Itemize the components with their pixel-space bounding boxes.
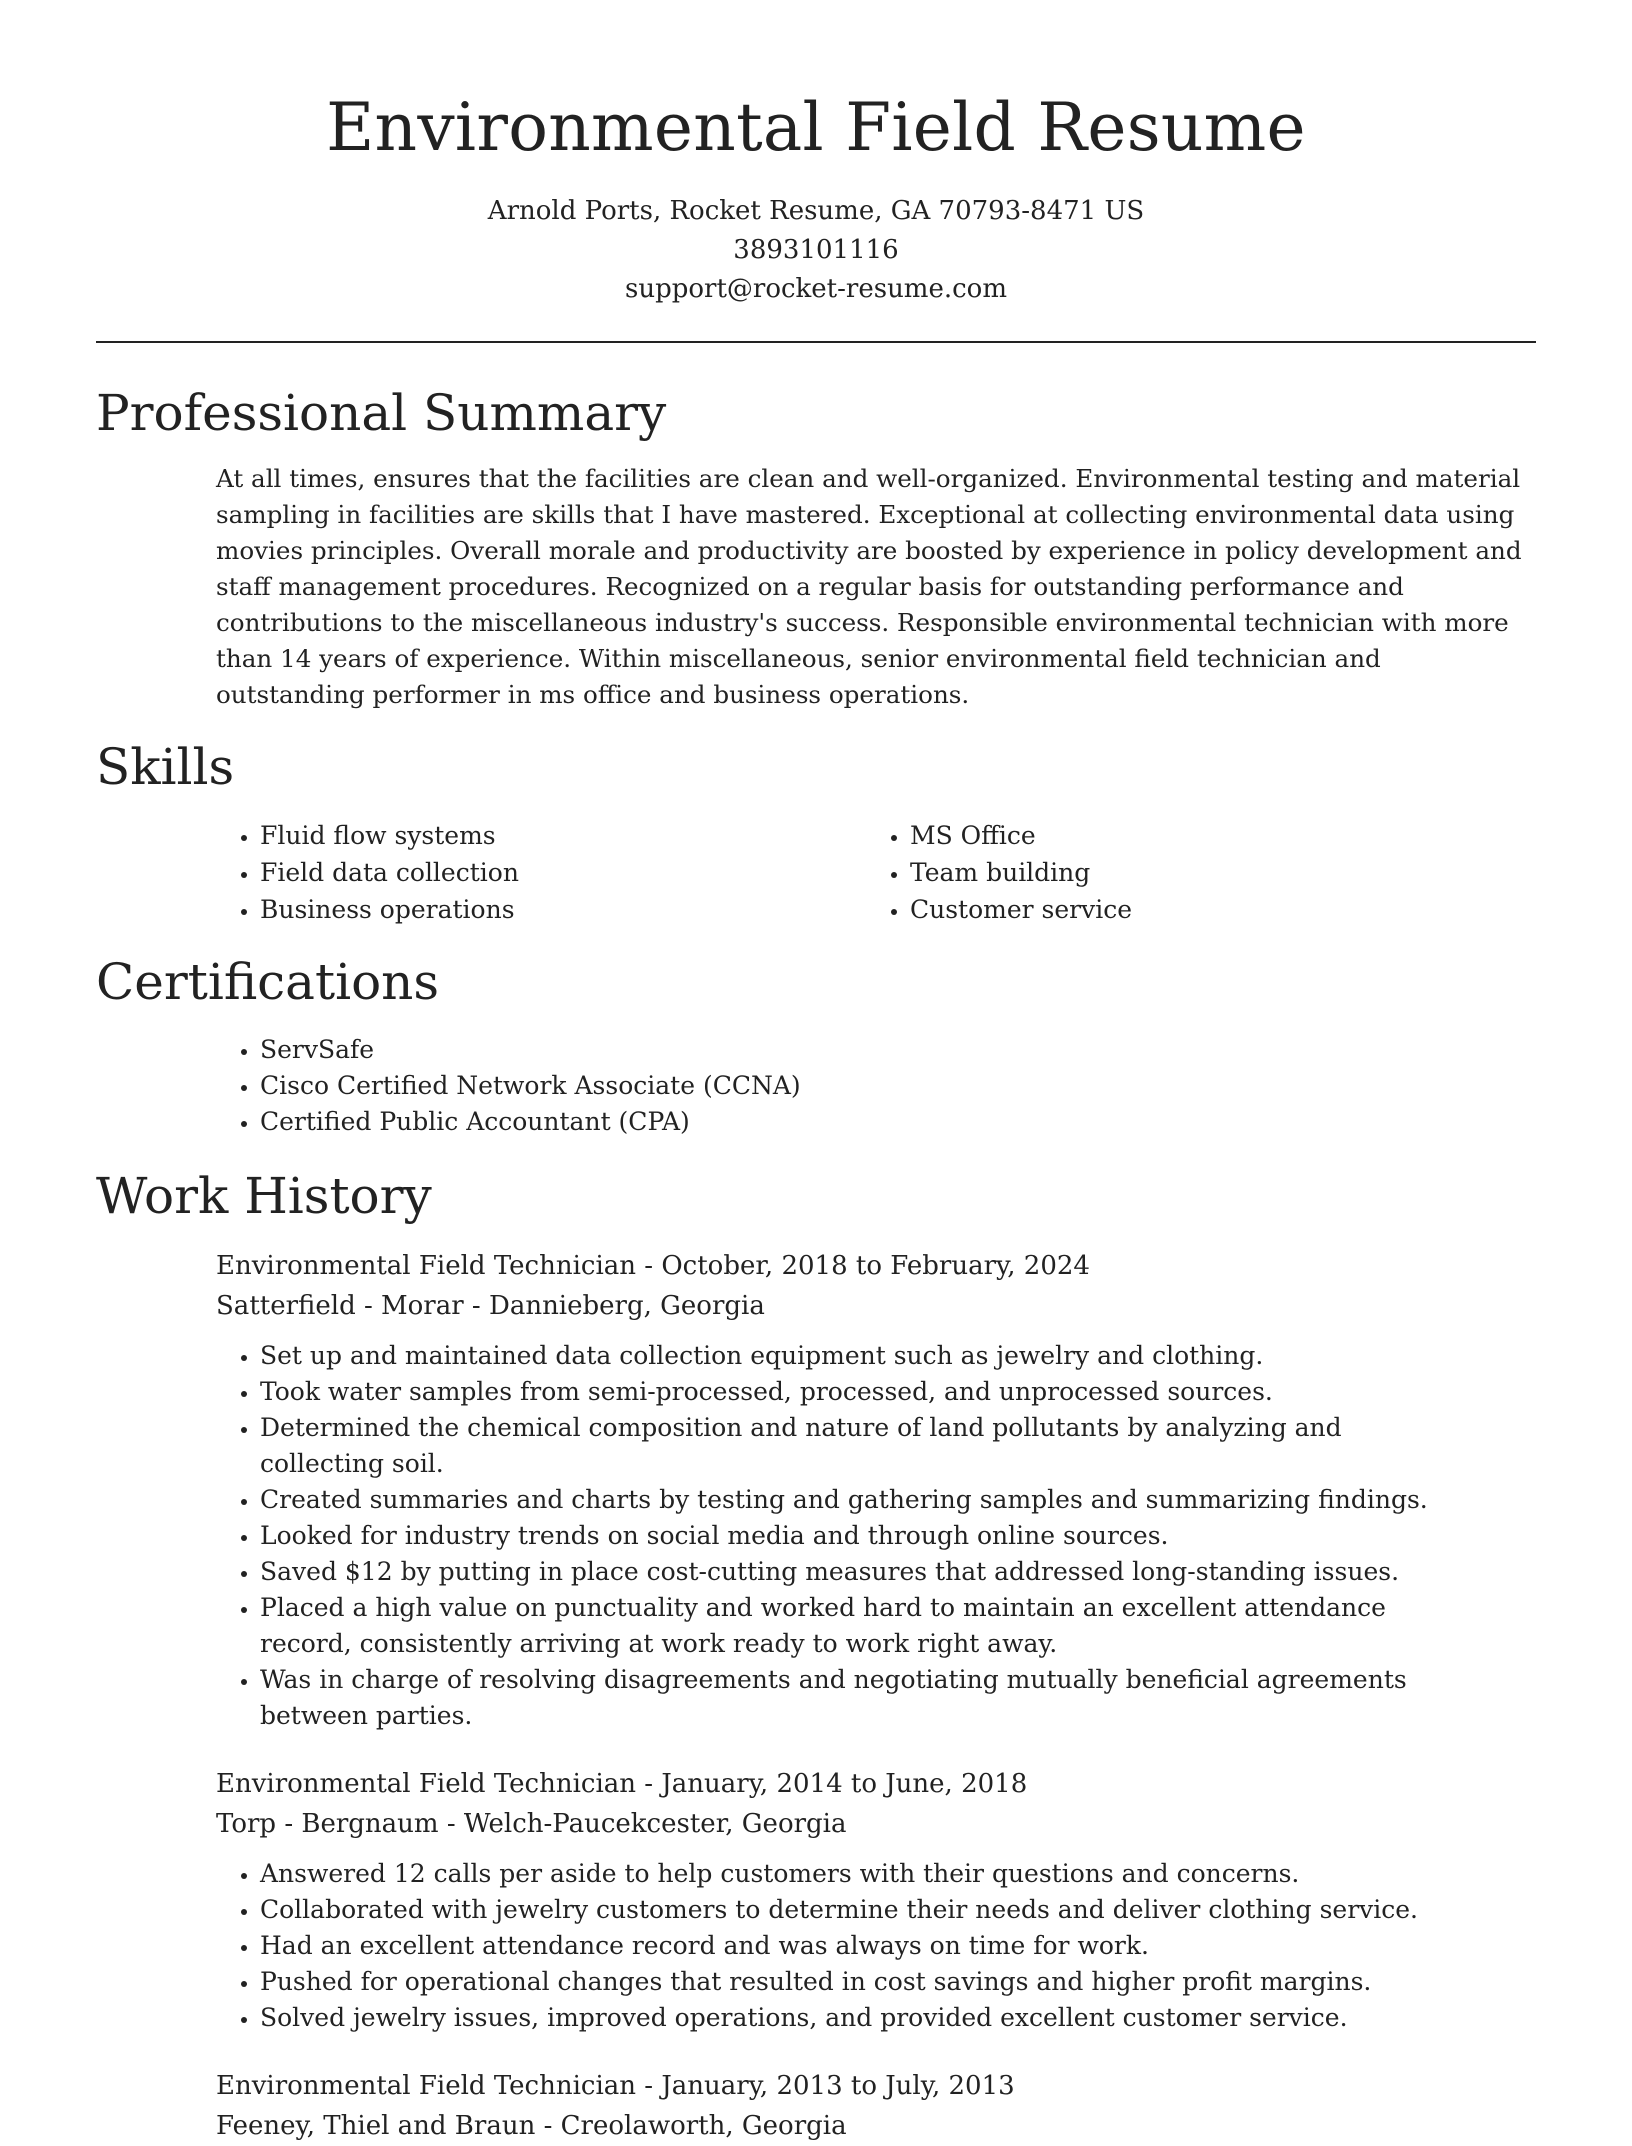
job-bullets <box>216 1856 1460 2036</box>
certification-item: • Cisco Certified Network Associate (CCNA) <box>260 1068 1536 1104</box>
job-bullet: • Pushed for operational changes that resulted in cost savings and higher profit margins. <box>260 1964 1460 2000</box>
job-company-line: Satterfield - Morar - Dannieberg, Georgia <box>216 1291 765 1321</box>
job-entry <box>216 1764 1536 2036</box>
job-bullet: • Was in charge of resolving disagreements and negotiating mutually beneficial agreements between parties. <box>260 1662 1460 1734</box>
job-bullet: • Looked for industry trends on social media and through online sources. <box>260 1518 1460 1554</box>
skills-heading: Skills <box>96 738 235 796</box>
job-title-line: Environmental Field Technician - January, 2014 to June, 2018 <box>216 1769 1028 1799</box>
skills-list-left <box>216 817 866 928</box>
header-divider <box>96 341 1536 343</box>
skills-list-right <box>866 817 1516 928</box>
contact-email: support@rocket-resume.com <box>624 274 1007 304</box>
job-company-line: Torp - Bergnaum - Welch-Paucekcester, Georgia <box>216 1809 847 1839</box>
job-bullet: • Had an excellent attendance record and was always on time for work. <box>260 1928 1460 1964</box>
skill-item: • MS Office <box>910 817 1516 854</box>
contact-phone: 3893101116 <box>733 235 899 265</box>
contact-block <box>96 192 1536 309</box>
resume-title: Environmental Field Resume <box>326 89 1306 166</box>
job-company-line: Feeney, Thiel and Braun - Creolaworth, Georgia <box>216 2111 847 2141</box>
contact-address: Arnold Ports, Rocket Resume, GA 70793-8471 US <box>487 196 1145 226</box>
job-bullet: • Collaborated with jewelry customers to determine their needs and deliver clothing service. <box>260 1892 1460 1928</box>
job-bullet: • Placed a high value on punctuality and worked hard to maintain an excellent attendance record, consistently arriving at work ready to work right away. <box>260 1590 1460 1662</box>
skill-item: • Team building <box>910 854 1516 891</box>
resume-header <box>96 0 1536 309</box>
summary-text: At all times, ensures that the facilities are clean and well-organized. Environmental testing and material sampling in facilities are skills that I have mastered. Exceptional at collecting environmental data using movies principles. Overall morale and productivity are boosted by experience in policy development and staff management procedures. Recognized on a regular basis for outstanding performance and contributions to the miscellaneous industry's success. Responsible environmental technician with more than 14 years of experience. Within miscellaneous, senior environmental field technician and outstanding performer in ms office and business operations. <box>216 464 1522 709</box>
job-bullets <box>216 1338 1460 1734</box>
certification-item: • Certified Public Accountant (CPA) <box>260 1104 1536 1140</box>
skills-columns <box>216 817 1536 928</box>
job-title-line: Environmental Field Technician - October, 2018 to February, 2024 <box>216 1251 1090 1281</box>
job-bullet: • Solved jewelry issues, improved operations, and provided excellent customer service. <box>260 2000 1460 2036</box>
job-entry <box>216 1246 1536 1734</box>
work-history-heading: Work History <box>96 1167 432 1225</box>
job-bullet: • Determined the chemical composition and nature of land pollutants by analyzing and collecting soil. <box>260 1410 1460 1482</box>
job-bullet: • Created summaries and charts by testing and gathering samples and summarizing findings. <box>260 1482 1460 1518</box>
skill-item: • Fluid flow systems <box>260 817 866 854</box>
skill-item: • Field data collection <box>260 854 866 891</box>
skill-item: • Customer service <box>910 891 1516 928</box>
job-bullet: • Set up and maintained data collection equipment such as jewelry and clothing. <box>260 1338 1460 1374</box>
certification-item: • ServSafe <box>260 1032 1536 1068</box>
job-entry <box>216 2066 1536 2146</box>
certifications-heading: Certifications <box>96 953 440 1011</box>
job-bullet: • Answered 12 calls per aside to help customers with their questions and concerns. <box>260 1856 1460 1892</box>
skill-item: • Business operations <box>260 891 866 928</box>
resume-page <box>96 0 1536 2146</box>
summary-heading: Professional Summary <box>96 384 667 442</box>
job-title-line: Environmental Field Technician - January, 2013 to July, 2013 <box>216 2071 1015 2101</box>
job-bullet: • Saved $12 by putting in place cost-cutting measures that addressed long-standing issues. <box>260 1554 1460 1590</box>
certifications-list <box>216 1032 1536 1140</box>
job-bullet: • Took water samples from semi-processed, processed, and unprocessed sources. <box>260 1374 1460 1410</box>
